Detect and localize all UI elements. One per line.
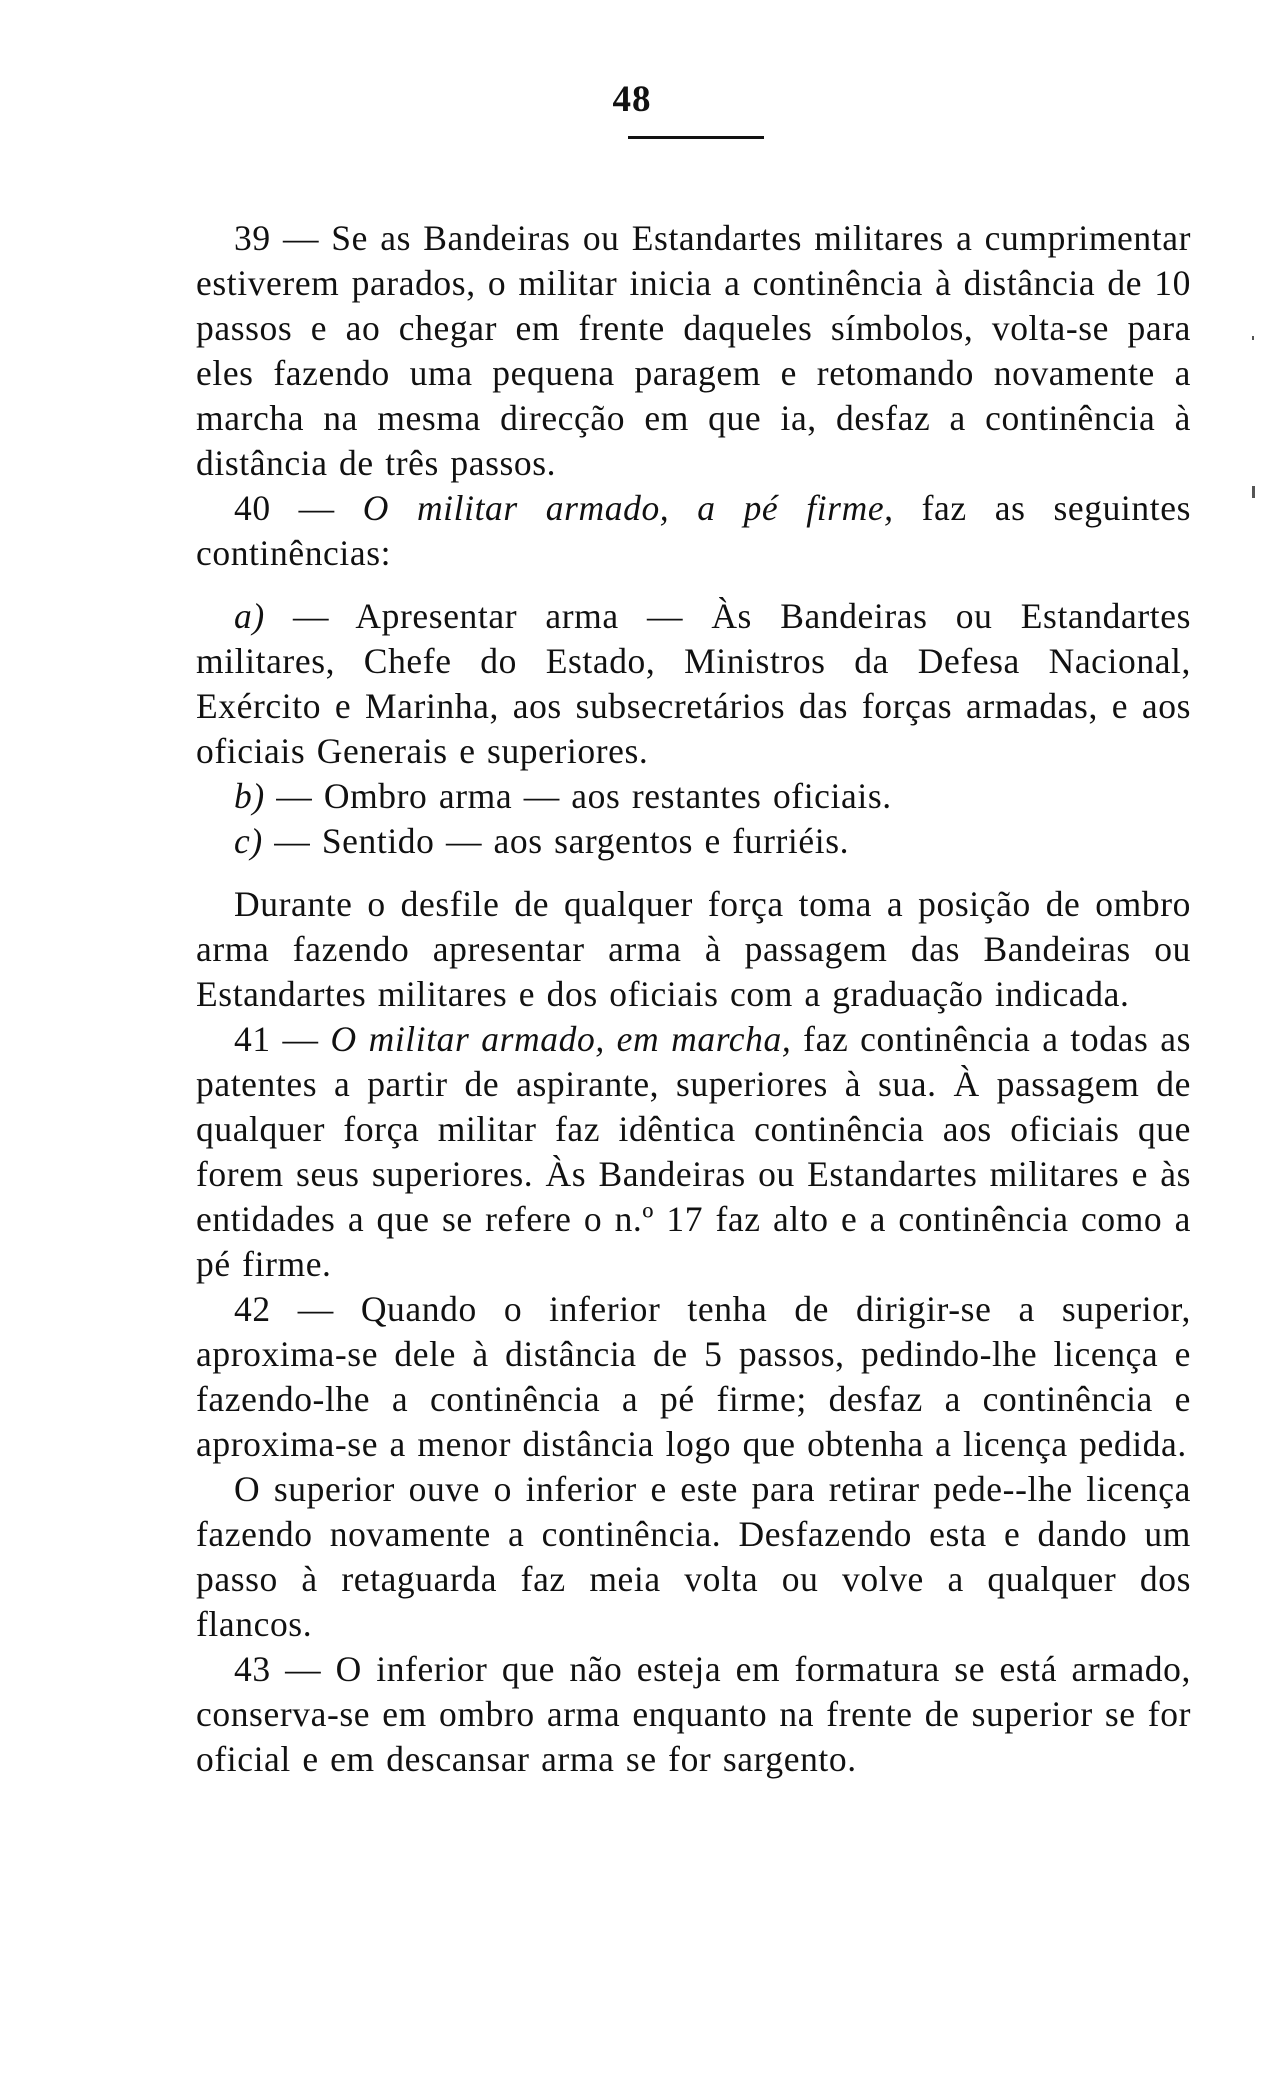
item-a [196, 594, 1191, 774]
paragraph-42: 42 — Quando o inferior tenha de dirigir-se a superior, aproxima-se dele à distância de 5 passos, pedindo-lhe licença e fazendo-lhe a continência a pé firme; desfaz a continência e aproxima-se a menor distância logo que obtenha a licença pedida. [196, 1289, 1191, 1464]
item-a-label: a) [234, 596, 265, 636]
paragraph-superior: O superior ouve o inferior e este para retirar pede--lhe licença fazendo novamente a continência. Desfazendo esta e dando um passo à retaguarda faz meia volta ou volve a qualquer dos flancos. [196, 1469, 1191, 1644]
paragraph-40 [196, 486, 1191, 576]
margin-mark-top [1252, 336, 1254, 340]
paragraph-41-number: 41 — [234, 1019, 331, 1059]
paragraph-41-emphasis: O militar armado, em marcha, [330, 1019, 792, 1059]
item-c [196, 819, 1191, 864]
item-b [196, 774, 1191, 819]
item-c-label: c) [234, 821, 263, 861]
item-b-text: — Ombro arma — aos restantes oficiais. [264, 776, 892, 816]
paragraph-41-text: faz continência a todas as patentes a partir de aspirante, superiores à sua. À passagem de qualquer força militar faz idêntica continência aos oficiais que forem seus superiores. Às Bandeiras ou Estandartes militares e às entidades a que se refere o n.º 17 faz alto e a continência como a pé firme. [196, 1019, 1191, 1284]
item-c-text: — Sentido — aos sargentos e furriéis. [262, 821, 850, 861]
item-b-label: b) [234, 776, 265, 816]
paragraph-41 [196, 1017, 1191, 1287]
text-body [196, 216, 1191, 1782]
paragraph-40-text: faz as seguintes continências: [196, 488, 1191, 573]
paragraph-40-number: 40 — [234, 488, 363, 528]
margin-mark-bottom [1252, 486, 1255, 498]
paragraph-43: 43 — O inferior que não esteja em formatura se está armado, conserva-se em ombro arma enquanto na frente de superior se for oficial e em descansar arma se for sargento. [196, 1649, 1191, 1779]
page-number: 48 [612, 79, 652, 120]
header-rule [628, 136, 764, 139]
paragraph-durante: Durante o desfile de qualquer força toma a posição de ombro arma fazendo apresentar arma à passagem das Bandeiras ou Estandartes militares e dos oficiais com a graduação indicada. [196, 884, 1191, 1014]
paragraph-39: 39 — Se as Bandeiras ou Estandartes militares a cumprimentar estiverem parados, o militar inicia a continência à distância de 10 passos e ao chegar em frente daqueles símbolos, volta-se para eles fazendo uma pequena paragem e retomando novamente a marcha na mesma direcção em que ia, desfaz a continência à distância de três passos. [196, 218, 1191, 483]
paragraph-40-emphasis: O militar armado, a pé firme, [362, 488, 894, 528]
item-a-text: — Apresentar arma — Às Bandeiras ou Estandartes militares, Chefe do Estado, Ministros da Defesa Nacional, Exército e Marinha, aos subsecretários das forças armadas, e aos oficiais Generais e superiores. [196, 596, 1191, 771]
